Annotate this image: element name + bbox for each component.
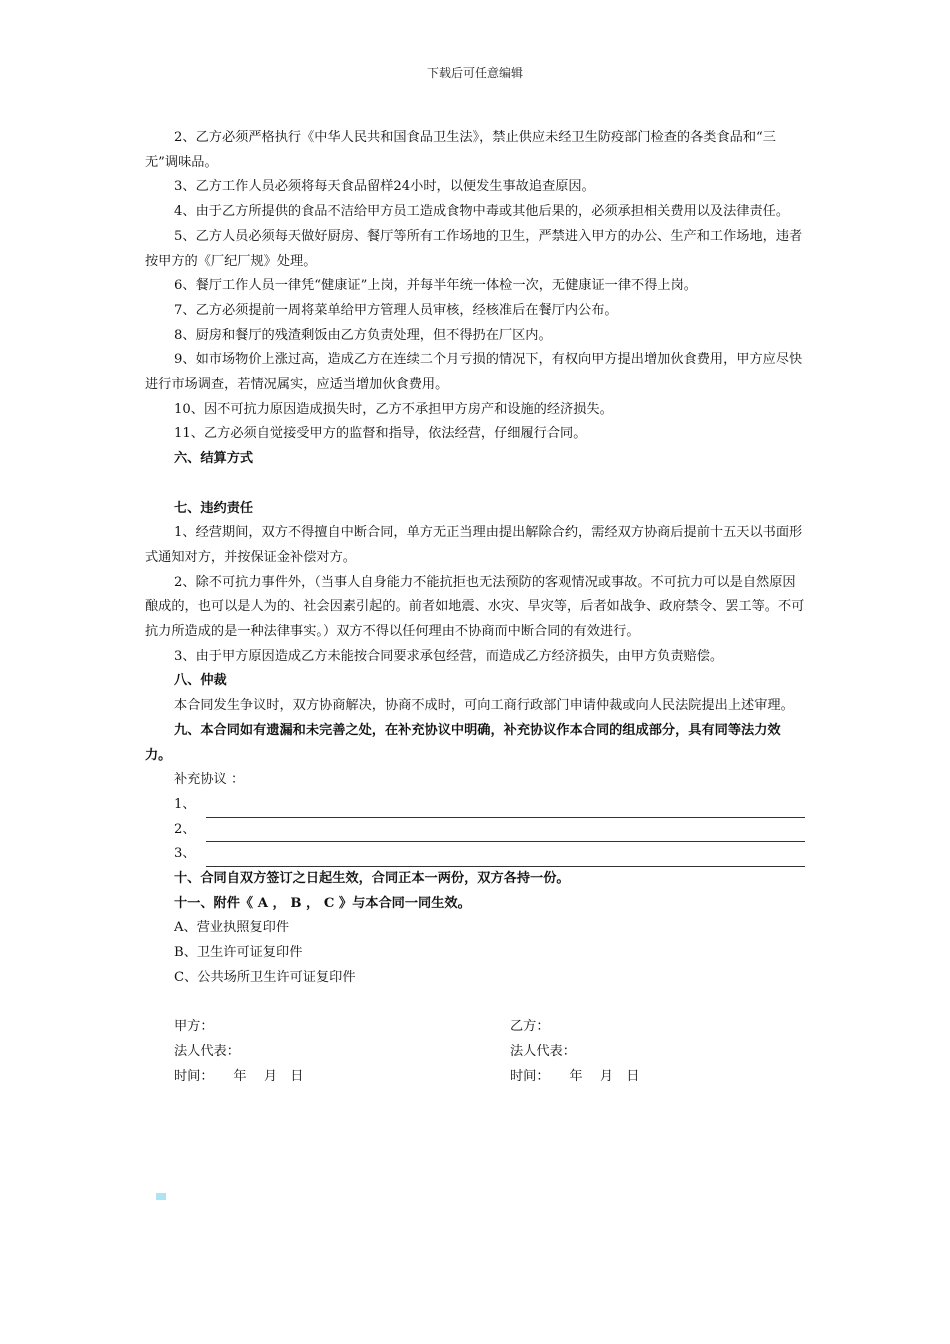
clause-7-2: 2、除不可抗力事件外，（当事人自身能力不能抗拒也无法预防的客观情况或事故。不可抗力可以是自然原因酿成的，也可以是人为的、社会因素引起的。前者如地震、水灾、旱灾等，后者如战争、政府禁令、罢工等。不可抗力所造成的是一种法律事实。）双方不得以任何理由不协商而中断合同的有效进行。	[145, 574, 805, 640]
clause-5-4: 4、由于乙方所提供的食品不洁给甲方员工造成食物中毒或其他后果的，必须承担相关费用以及法律责任。	[174, 204, 790, 220]
fill-in-rule	[206, 823, 805, 842]
party-b-time: 时间： 年 月 日	[510, 1068, 640, 1084]
party-a-label: 甲方：	[174, 1019, 214, 1035]
supplement-line-2[interactable]	[145, 818, 805, 843]
clause-7-1: 1、经营期间，双方不得擅自中断合同，单方无正当理由提出解除合约，需经双方协商后提前十五天以书面形式通知对方，并按保证金补偿对方。	[145, 525, 803, 565]
clause-5-8: 8、厨房和餐厅的残渣剩饭由乙方负责处理，但不得扔在厂区内。	[174, 327, 552, 343]
section-7-heading: 七、违约责任	[174, 500, 254, 516]
blank-gap	[145, 472, 805, 497]
party-b-label: 乙方：	[510, 1019, 550, 1035]
supplement-line-3[interactable]	[145, 842, 805, 867]
clause-5-9: 9、如市场物价上涨过高，造成乙方在连续二个月亏损的情况下，有权向甲方提出增加伙食费用，甲方应尽快进行市场调查，若情况属实，应适当增加伙食费用。	[145, 352, 803, 393]
clause-5-2: 2、乙方必须严格执行《中华人民共和国食品卫生法》，禁止供应未经卫生防疫部门检查的各类食品和“三无”调味品。	[145, 130, 776, 170]
clause-5-3: 3、乙方工作人员必须将每天食品留样24小时，以便发生事故追查原因。	[174, 179, 595, 195]
signature-row-legal-rep	[145, 1040, 805, 1065]
supplement-line-number: 2、	[174, 821, 196, 837]
fill-in-rule	[206, 799, 805, 818]
cursor-marker	[156, 1193, 166, 1200]
page-header-note: 下载后可任意编辑	[426, 66, 523, 80]
clause-5-11: 11、乙方必须自觉接受甲方的监督和指导，依法经营，仔细履行合同。	[174, 426, 587, 442]
fill-in-rule	[206, 848, 805, 867]
signature-row-party	[145, 1015, 805, 1040]
section-9-text: 九、本合同如有遗漏和未完善之处，在补充协议中明确，补充协议作本合同的组成部分，具有同等法力效力。	[145, 722, 781, 763]
attachment-c: C、公共场所卫生许可证复印件	[174, 969, 356, 985]
clause-5-10: 10、因不可抗力原因造成损失时，乙方不承担甲方房产和设施的经济损失。	[174, 401, 613, 417]
party-a-legal-rep: 法人代表：	[174, 1043, 240, 1059]
party-a-time: 时间： 年 月 日	[174, 1068, 304, 1084]
clause-7-3: 3、由于甲方原因造成乙方未能按合同要求承包经营，而造成乙方经济损失，由甲方负责赔偿。	[174, 648, 724, 664]
attachment-b: B、卫生许可证复印件	[174, 945, 303, 961]
attachment-a: A、营业执照复印件	[174, 920, 290, 936]
supplement-label: 补充协议 ：	[174, 772, 245, 788]
clause-5-7: 7、乙方必须提前一周将菜单给甲方管理人员审核，经核准后在餐厅内公布。	[174, 302, 618, 318]
contract-body	[145, 126, 805, 1089]
party-b-legal-rep: 法人代表：	[510, 1043, 576, 1059]
clause-5-6: 6、餐厅工作人员一律凭“健康证”上岗，并每半年统一体检一次，无健康证一律不得上岗。	[174, 278, 697, 294]
section-6-heading: 六、结算方式	[174, 451, 254, 467]
section-8-heading: 八、仲裁	[174, 673, 227, 689]
supplement-line-number: 3、	[174, 846, 196, 862]
section-8-body: 本合同发生争议时，双方协商解决，协商不成时，可向工商行政部门申请仲裁或向人民法院提出上述审理。	[174, 698, 794, 714]
supplement-line-1[interactable]	[145, 793, 805, 818]
section-10-text: 十、合同自双方签订之日起生效，合同正本一两份，双方各持一份。	[174, 871, 570, 887]
clause-5-5: 5、乙方人员必须每天做好厨房、餐厅等所有工作场地的卫生，严禁进入甲方的办公、生产和工作场地，违者按甲方的《厂纪厂规》处理。	[145, 228, 803, 269]
blank-gap	[145, 991, 805, 1016]
supplement-line-number: 1、	[174, 796, 196, 812]
signature-row-time	[145, 1065, 805, 1090]
section-11-text: 十一、附件《 A ， B ， C 》与本合同一同生效。	[174, 895, 471, 911]
